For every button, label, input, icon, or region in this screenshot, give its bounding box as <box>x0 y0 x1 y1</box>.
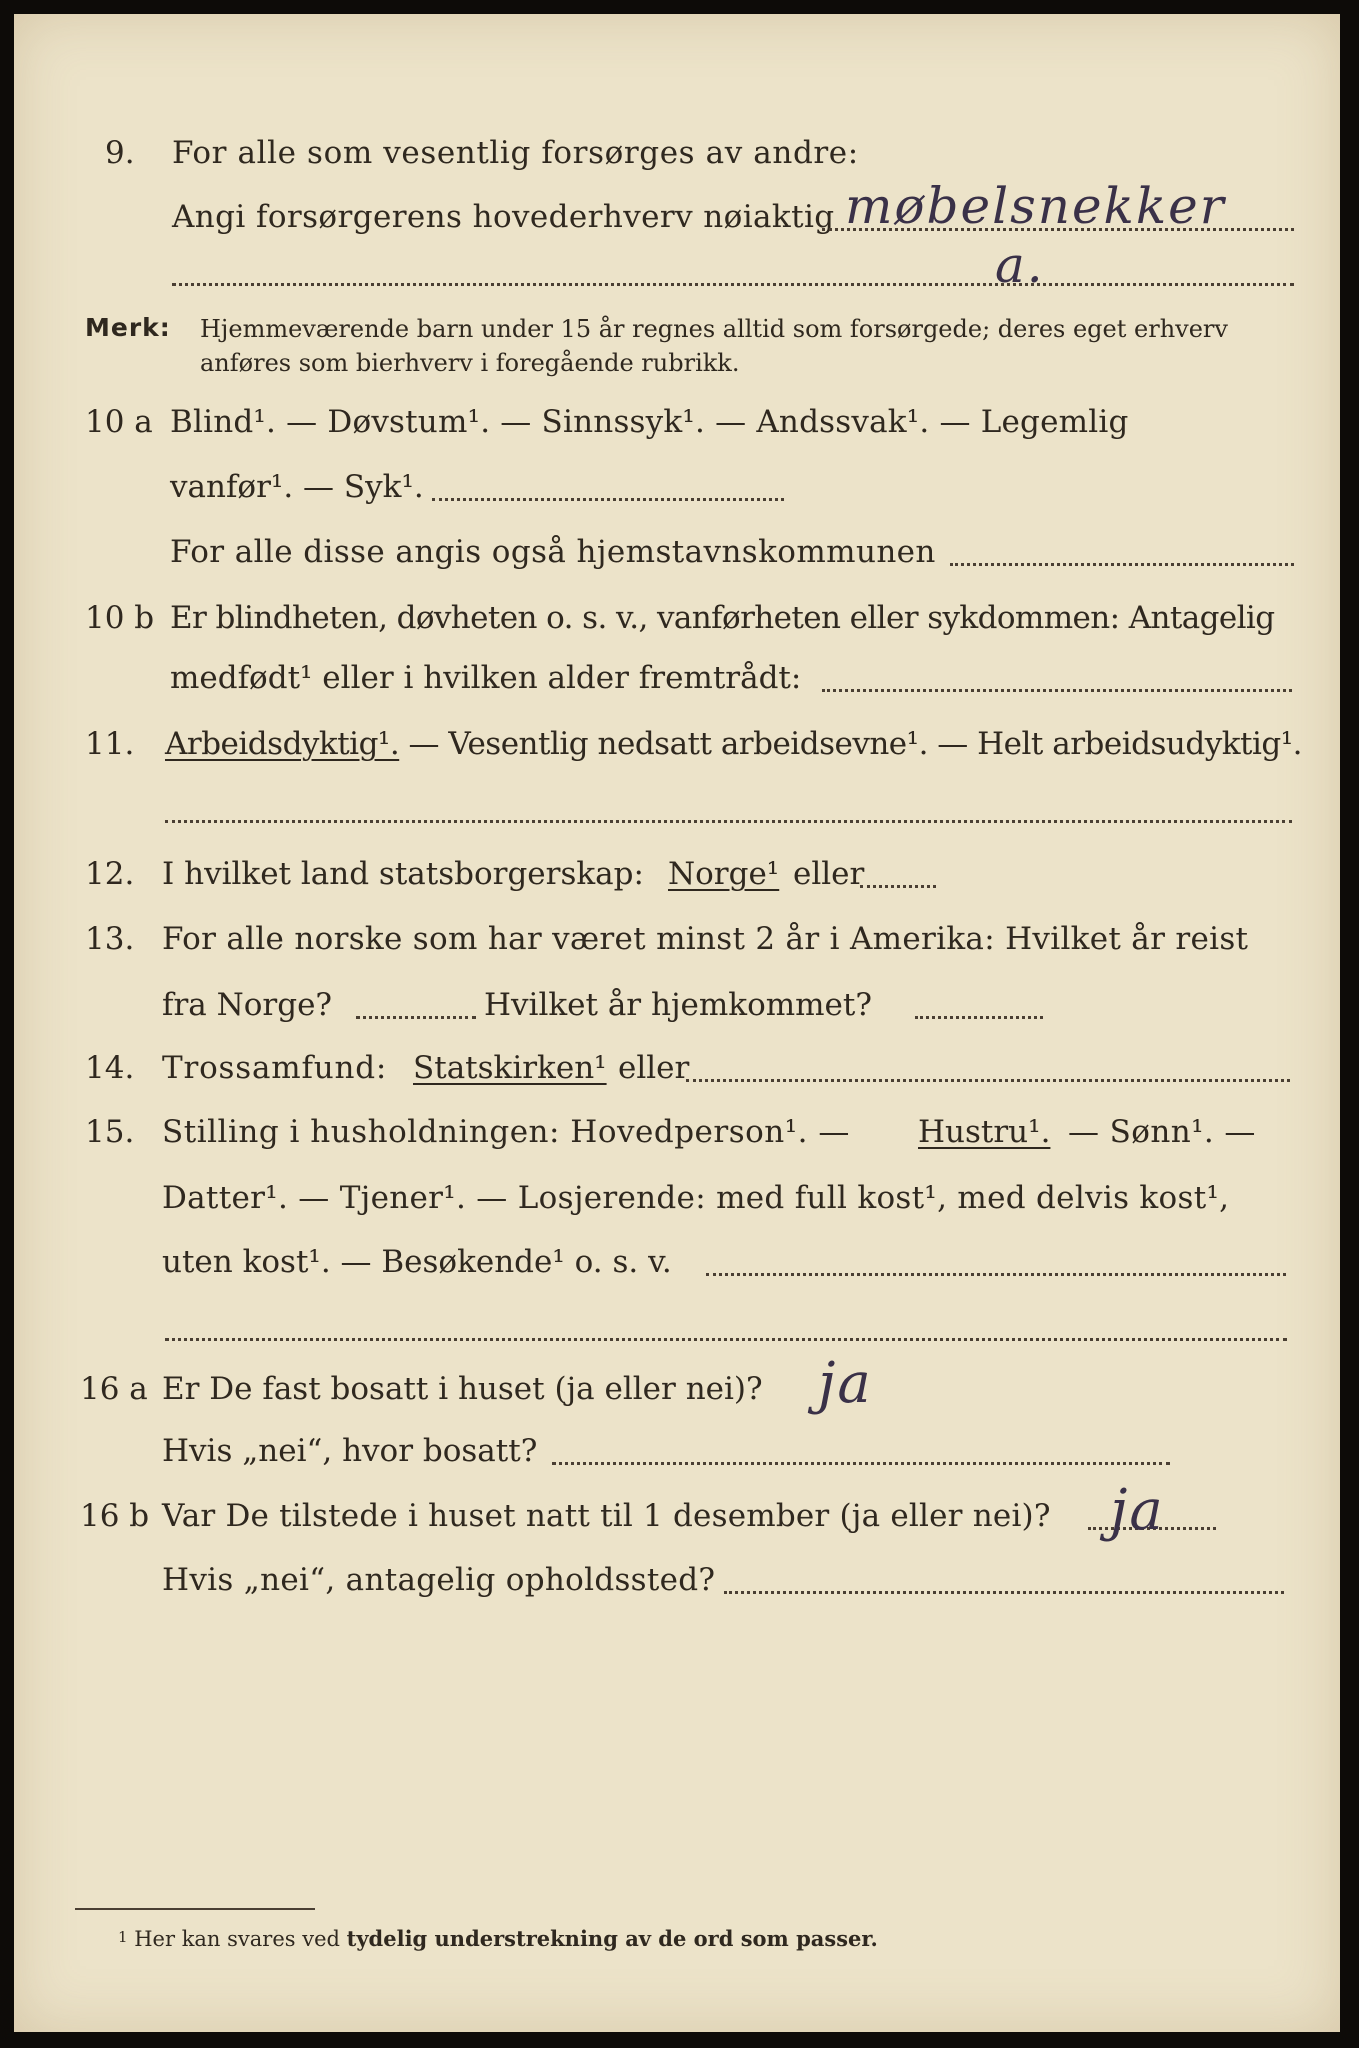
q13-answer-line-hjemkommet <box>915 1016 1043 1019</box>
q10b-row-2 <box>0 656 1359 700</box>
q15-row-3 <box>0 1240 1359 1284</box>
q10b-text-line1: Er blindheten, døvheten o. s. v., vanførheten eller sykdommen: Antagelig <box>170 600 1275 636</box>
q16b-text-line1: Var De tilstede i huset natt til 1 desember (ja eller nei)? <box>162 1498 1051 1534</box>
q11-option-arbeidsdyktig: Arbeidsdyktig¹. <box>165 726 400 762</box>
q13-number: 13. <box>85 921 135 957</box>
q14-text-eller: eller <box>618 1050 690 1086</box>
q10a-row-2 <box>0 465 1359 509</box>
q12-text-eller: eller <box>793 856 865 892</box>
q12-option-norge: Norge¹ <box>668 856 780 892</box>
q15-text: Stilling i husholdningen: Hovedperson¹. — <box>162 1114 850 1150</box>
merk-line2: anføres som bierhverv i foregående rubrikk. <box>200 349 740 377</box>
q12-answer-line <box>860 885 936 888</box>
q16a-text-line1: Er De fast bosatt i huset (ja eller nei)? <box>162 1371 763 1407</box>
q16b-handwritten-answer: ja <box>1110 1478 1165 1543</box>
q10b-answer-line <box>822 689 1292 692</box>
q15-row-2 <box>0 1176 1359 1220</box>
q10a-answer-line-2 <box>950 563 1294 566</box>
merk-line1: Hjemmeværende barn under 15 år regnes alltid som forsørgede; deres eget erhverv <box>200 315 1228 343</box>
q12-row <box>0 852 1359 896</box>
q14-row <box>0 1046 1359 1090</box>
q11-row-1 <box>0 722 1359 766</box>
q10a-row-1 <box>0 400 1359 444</box>
q11-answer-line <box>165 820 1292 823</box>
q16a-handwritten-answer: ja <box>818 1351 873 1416</box>
q16a-answer-line <box>552 1462 1170 1465</box>
q11-text-rest: — Vesentlig nedsatt arbeidsevne¹. — Helt arbeidsudyktig¹. <box>399 726 1303 762</box>
q9-number: 9. <box>105 135 135 171</box>
q9-handwritten-answer: møbelsnekker <box>845 177 1226 235</box>
q13-text-line1: For alle norske som har været minst 2 år i Amerika: Hvilket år reist <box>162 921 1249 957</box>
q12-text: I hvilket land statsborgerskap: <box>162 856 644 892</box>
q16b-number: 16 b <box>80 1498 150 1534</box>
q9-text-line1: For alle som vesentlig forsørges av andre: <box>172 135 859 171</box>
q10a-text-line3: For alle disse angis også hjemstavnskommunen <box>170 534 936 570</box>
q14-answer-line <box>686 1079 1290 1082</box>
q16a-row-2 <box>0 1429 1359 1473</box>
q15-text-line3: uten kost¹. — Besøkende¹ o. s. v. <box>162 1244 672 1280</box>
q9-answer-line-2 <box>172 283 1294 286</box>
merk-label: Merk: <box>85 313 171 342</box>
q10b-number: 10 b <box>85 600 155 636</box>
q10a-answer-line <box>432 498 784 501</box>
q16a-row-1 <box>0 1351 1359 1416</box>
footnote-mark: 1 <box>118 1928 128 1946</box>
q16b-row-1 <box>0 1478 1359 1543</box>
q9-row-2 <box>0 177 1359 239</box>
footnote-text-bold: tydelig understrekning av de ord som passer. <box>346 1926 878 1951</box>
q14-option-statskirken: Statskirken¹ <box>413 1050 607 1086</box>
q13-row-1 <box>0 917 1359 961</box>
q15-answer-line <box>706 1273 1286 1276</box>
q15-text-line2: Datter¹. — Tjener¹. — Losjerende: med full kost¹, med delvis kost¹, <box>162 1180 1230 1216</box>
q13-text-reist: fra Norge? <box>162 987 333 1023</box>
q12-number: 12. <box>85 856 135 892</box>
q16b-text-line2: Hvis „nei“, antagelig opholdssted? <box>162 1562 716 1598</box>
q16b-row-2 <box>0 1558 1359 1602</box>
q10b-row-1 <box>0 596 1359 640</box>
q15-text-sonn: — Sønn¹. — <box>1068 1114 1256 1150</box>
q11-number: 11. <box>85 726 135 762</box>
q10a-number: 10 a <box>85 404 153 440</box>
footnote-text: Her kan svares ved <box>134 1927 340 1951</box>
q15-row-1 <box>0 1110 1359 1154</box>
q14-number: 14. <box>85 1050 135 1086</box>
q13-row-2 <box>0 983 1359 1027</box>
q16b-answer-line-2 <box>724 1591 1284 1594</box>
q13-answer-line-reist <box>356 1016 476 1019</box>
q15-option-hustru: Hustru¹. <box>918 1114 1051 1150</box>
q9-row-1 <box>0 131 1359 175</box>
q9-text-line2: Angi forsørgerens hovederhverv nøiaktig <box>172 199 835 235</box>
q15-answer-line-2 <box>165 1338 1287 1341</box>
q16a-text-line2: Hvis „nei“, hvor bosatt? <box>162 1433 538 1469</box>
q9-row-3 <box>0 236 1359 294</box>
footnote-rule <box>75 1908 315 1910</box>
footnote <box>118 1922 878 1954</box>
q15-number: 15. <box>85 1114 135 1150</box>
q16a-number: 16 a <box>80 1371 148 1407</box>
q10a-text-line1: Blind¹. — Døvstum¹. — Sinnssyk¹. — Andssvak¹. — Legemlig <box>170 404 1129 440</box>
q9-handwritten-answer-2: a. <box>995 236 1045 294</box>
q10b-text-line2: medfødt¹ eller i hvilken alder fremtrådt: <box>170 660 802 696</box>
q13-text-hjemkommet: Hvilket år hjemkommet? <box>484 987 872 1023</box>
q10a-text-line2: vanfør¹. — Syk¹. <box>170 469 424 505</box>
q10a-row-3 <box>0 530 1359 574</box>
q14-text: Trossamfund: <box>162 1050 388 1086</box>
